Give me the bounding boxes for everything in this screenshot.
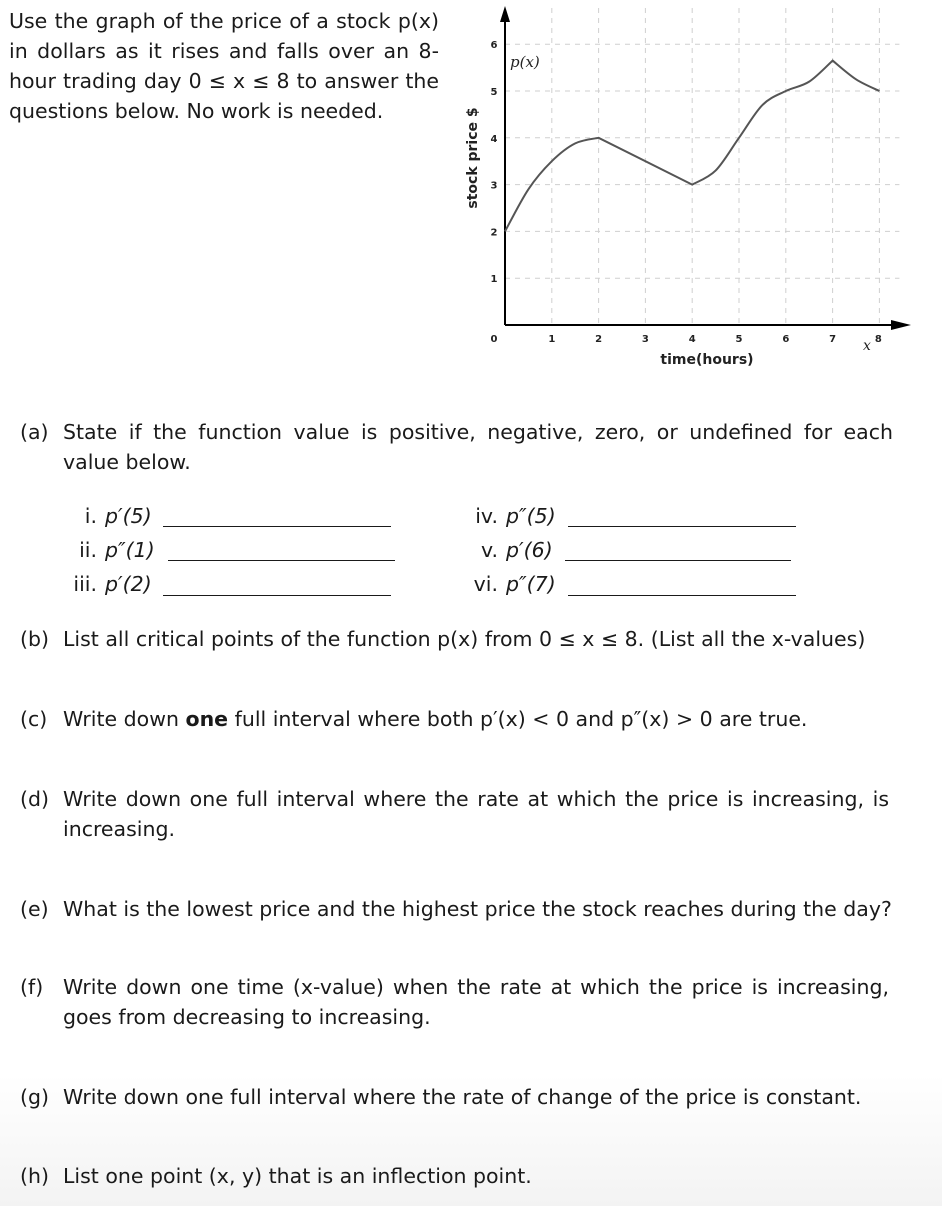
question-g-text: Write down one full interval where the rate of change of the price is constant.	[63, 1085, 862, 1109]
item-i	[84, 501, 152, 531]
item-vi-number: vi.	[473, 572, 498, 596]
y-tick-label: 4	[490, 133, 498, 145]
question-c-label: (c)	[20, 707, 48, 731]
question-h-label: (h)	[20, 1164, 49, 1188]
item-iii-expr: p′(2)	[105, 572, 152, 596]
item-iv-expr: p″(5)	[506, 504, 556, 528]
question-c-text-end: full interval where both p′(x) < 0 and p″(x) > 0 are true.	[234, 707, 808, 731]
x-tick-label: 2	[595, 334, 603, 345]
x-variable-label: x	[863, 338, 871, 354]
answer-line-iv[interactable]	[568, 526, 796, 527]
question-e-label: (e)	[20, 897, 49, 921]
x-tick-label: 7	[829, 334, 837, 345]
y-tick-label: 3	[490, 180, 498, 192]
p-of-x-curve	[505, 61, 879, 232]
item-i-number: i.	[84, 504, 97, 528]
question-a-text: State if the function value is positive, negative, zero, or undefined for each value below.	[63, 420, 893, 474]
x-tick-label: 3	[641, 334, 649, 345]
answer-line-i[interactable]	[163, 526, 391, 527]
y-tick-label: 6	[490, 40, 498, 52]
x-tick-label: 1	[548, 334, 556, 345]
question-f-text: Write down one time (x-value) when the rate at which the price is increasing, goes from decreasing to increasing.	[63, 975, 889, 1029]
x-tick-label: 5	[735, 334, 743, 345]
item-v-expr: p′(6)	[506, 538, 553, 562]
question-a-label: (a)	[20, 420, 49, 444]
y-axis-arrow	[500, 6, 510, 22]
y-tick-label: 5	[490, 87, 498, 98]
item-v-number: v.	[480, 538, 498, 562]
answer-line-v[interactable]	[565, 560, 791, 561]
item-i-expr: p′(5)	[105, 504, 152, 528]
question-d-text: Write down one full interval where the rate at which the price is increasing, is increasing.	[63, 787, 889, 841]
item-ii-number: ii.	[79, 538, 97, 562]
answer-line-iii[interactable]	[163, 595, 391, 596]
question-b-text: List all critical points of the function p(x) from 0 ≤ x ≤ 8. (List all the x-values)	[63, 627, 866, 651]
question-b-label: (b)	[20, 627, 50, 651]
question-c-emphasis: one	[185, 707, 229, 731]
item-vi-expr: p″(7)	[506, 572, 556, 596]
question-g-label: (g)	[20, 1085, 50, 1109]
item-iii	[73, 569, 152, 599]
item-ii	[79, 535, 155, 565]
question-f-label: (f)	[20, 975, 44, 999]
x-tick-label: 8	[874, 334, 882, 345]
y-tick-label: 1	[490, 274, 498, 286]
item-ii-expr: p″(1)	[105, 538, 155, 562]
question-d-label: (d)	[20, 787, 50, 811]
stock-price-graph	[455, 0, 942, 380]
x-axis-title: time(hours)	[660, 352, 754, 368]
question-h-text: List one point (x, y) that is an inflection point.	[63, 1164, 532, 1188]
question-c-text	[63, 704, 807, 734]
question-e-text: What is the lowest price and the highest price the stock reaches during the day?	[63, 897, 892, 921]
answer-line-vi[interactable]	[568, 595, 796, 596]
question-c-text-start: Write down	[63, 707, 179, 731]
intro-paragraph: Use the graph of the price of a stock p(x) in dollars as it rises and falls over an 8-hour trading day 0 ≤ x ≤ 8 to answer the questions below. No work is needed.	[9, 9, 439, 123]
y-tick-label: 2	[490, 227, 498, 239]
y-axis-title: stock price $	[465, 107, 481, 209]
curve-label: p(x)	[510, 53, 540, 71]
x-tick-label: 0	[490, 334, 498, 345]
item-iv	[475, 501, 556, 531]
item-iii-number: iii.	[73, 572, 97, 596]
x-axis-arrow	[891, 320, 911, 330]
item-v	[480, 535, 553, 565]
item-iv-number: iv.	[475, 504, 498, 528]
x-tick-label: 6	[782, 334, 790, 345]
x-tick-label: 4	[688, 334, 696, 345]
answer-line-ii[interactable]	[168, 560, 395, 561]
item-vi	[473, 569, 556, 599]
